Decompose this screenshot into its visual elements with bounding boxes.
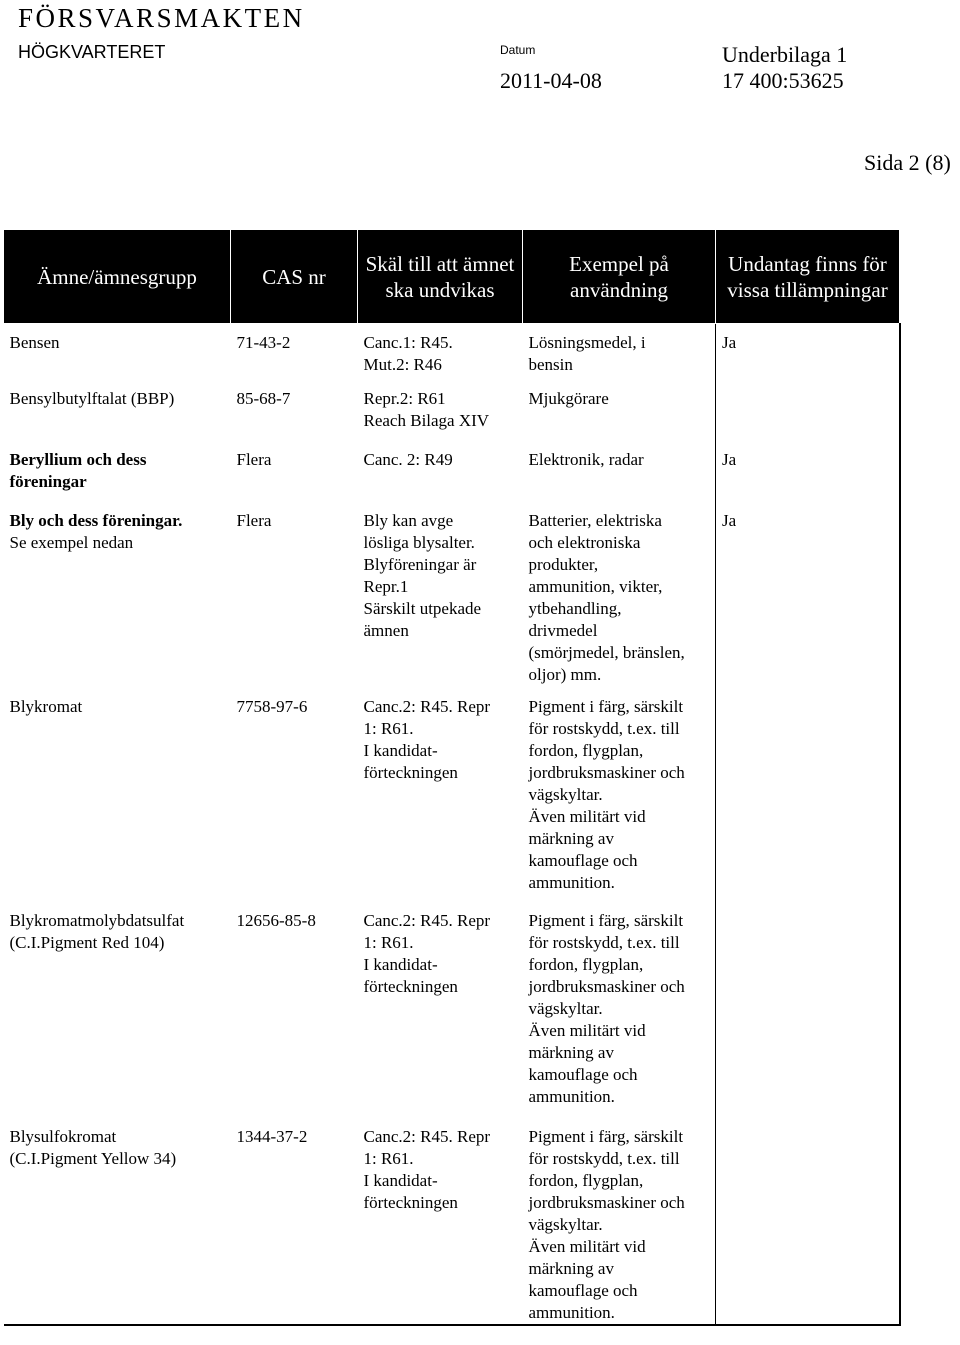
cas-cell: 1344-37-2 — [231, 1118, 358, 1325]
attachment-label: Underbilaga 1 — [722, 42, 848, 67]
organization-name: FÖRSVARSMAKTEN — [18, 3, 305, 33]
substance-note: Se exempel nedan — [9, 533, 134, 552]
table-row — [4, 688, 900, 902]
substance-cell: Beryllium och dess föreningar — [9, 450, 147, 491]
cas-cell: Flera — [236, 450, 272, 469]
exception-cell: Ja — [716, 495, 900, 688]
table-row — [4, 902, 900, 1118]
header-substance: Ämne/ämnesgrupp — [4, 230, 231, 324]
substance-cell: Bensylbutylftalat (BBP) — [9, 389, 175, 408]
substance-cell: Blysulfokromat (C.I.Pigment Yellow 34) — [4, 1118, 231, 1325]
cas-cell: Flera — [236, 511, 272, 530]
date-label: Datum — [500, 43, 536, 57]
header-cas: CAS nr — [231, 230, 358, 324]
table-row — [4, 495, 900, 688]
exception-cell: Ja — [716, 436, 900, 495]
header-exception: Undantag finns för vissa tillämpningar — [716, 230, 900, 324]
header-example: Exempel på användning — [523, 230, 716, 324]
example-cell: Batterier, elektriska och elektroniska produkter, ammunition, vikter, ytbehandling, drivmedel (smörjmedel, bränslen, oljor) mm. — [528, 511, 685, 684]
exception-cell: Ja — [716, 324, 900, 383]
substance-group-name: Bly och dess föreningar. — [9, 511, 183, 530]
cas-cell: 7758-97-6 — [236, 697, 308, 716]
reason-cell: Canc.1: R45. Mut.2: R46 — [363, 333, 453, 374]
example-cell: Mjukgörare — [528, 389, 609, 408]
reason-cell: Canc. 2: R49 — [363, 450, 453, 469]
substance-cell: Bensen — [9, 333, 60, 352]
page-number: Sida 2 (8) — [864, 150, 951, 175]
reason-cell: Bly kan avge lösliga blysalter. Blyföreningar är Repr.1 Särskilt utpekade ämnen — [363, 511, 482, 640]
table-row — [4, 324, 900, 383]
example-cell: Pigment i färg, särskilt för rostskydd, t.ex. till fordon, flygplan, jordbruksmaskiner och vägskyltar. Även militärt vid märkning av kamouflage och ammunition. — [528, 697, 685, 892]
reason-cell: Canc.2: R45. Repr 1: R61. I kandidat- förteckningen — [363, 697, 491, 782]
reason-cell: Repr.2: R61 Reach Bilaga XIV — [363, 389, 490, 430]
document-date: 2011-04-08 — [500, 68, 602, 93]
cas-cell: 71-43-2 — [236, 333, 291, 352]
cas-cell: 85-68-7 — [236, 389, 291, 408]
example-cell: Pigment i färg, särskilt för rostskydd, t.ex. till fordon, flygplan, jordbruksmaskiner och vägskyltar. Även militärt vid märkning av kamouflage och ammunition. — [528, 911, 685, 1106]
substance-cell — [4, 495, 231, 688]
header-reason: Skäl till att ämnet ska undvikas — [358, 230, 523, 324]
table-header-row — [4, 230, 900, 324]
reason-cell: Canc.2: R45. Repr 1: R61. I kandidat- förteckningen — [358, 1118, 523, 1325]
reason-cell: Canc.2: R45. Repr 1: R61. I kandidat- förteckningen — [363, 911, 491, 996]
table-row — [4, 436, 900, 495]
substance-cell: Blykromatmolybdatsulfat (C.I.Pigment Red 104) — [9, 911, 185, 952]
table-row — [4, 1118, 900, 1325]
substance-cell: Blykromat — [9, 697, 83, 716]
exception-cell — [716, 902, 900, 1118]
substance-table — [3, 229, 901, 1326]
example-cell: Lösningsmedel, i bensin — [528, 333, 646, 374]
reference-number: 17 400:53625 — [722, 68, 844, 93]
table-row — [4, 382, 900, 436]
exception-cell — [716, 688, 900, 902]
unit-name: HÖGKVARTERET — [18, 42, 166, 62]
example-cell: Elektronik, radar — [528, 450, 644, 469]
exception-cell — [716, 1118, 900, 1325]
cas-cell: 12656-85-8 — [236, 911, 316, 930]
example-cell: Pigment i färg, särskilt för rostskydd, t.ex. till fordon, flygplan, jordbruksmaskiner och vägskyltar. Även militärt vid märkning av kamouflage och ammunition. — [523, 1118, 716, 1325]
exception-cell — [716, 382, 900, 436]
